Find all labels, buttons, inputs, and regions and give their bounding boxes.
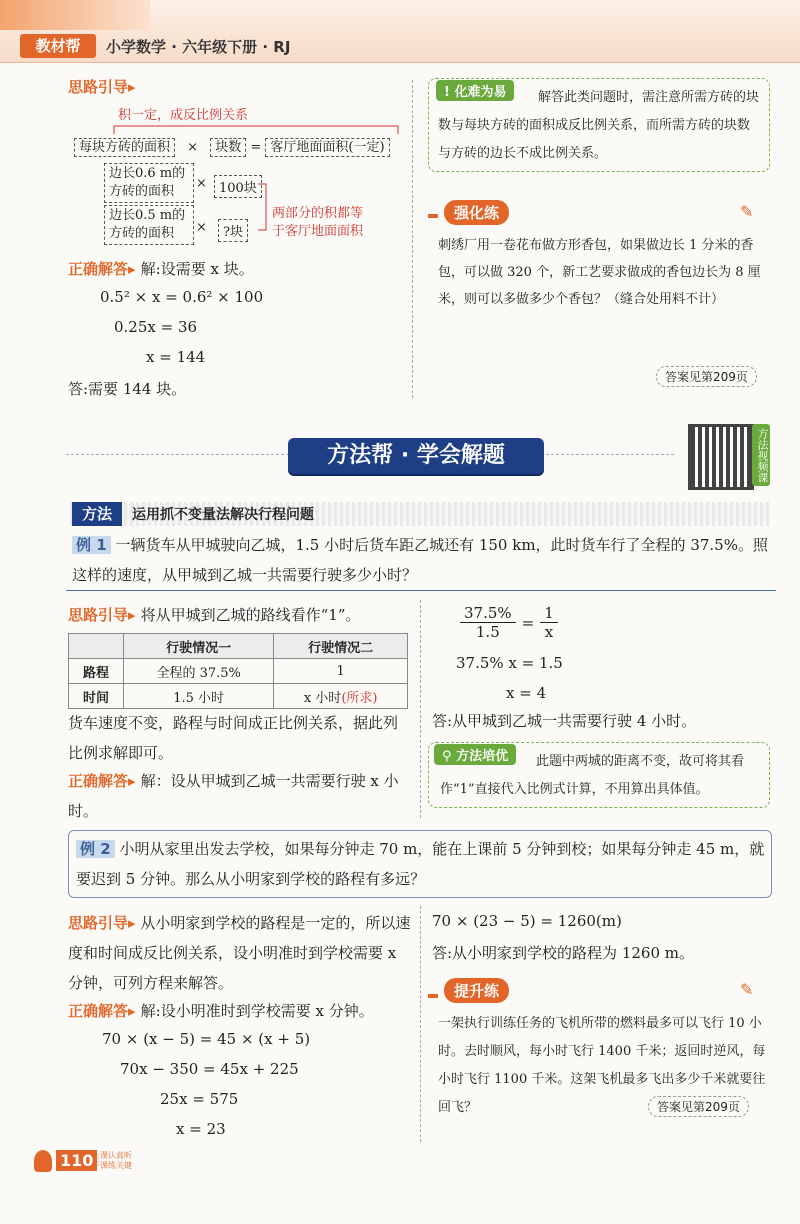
- footer-mascot-icon: [34, 1150, 52, 1172]
- table-row: [69, 684, 408, 709]
- ex1-guide-label-text: 思路引导: [68, 606, 129, 624]
- ex1-eq3: x = 4: [506, 684, 547, 702]
- ex1-answer-label-text: 正确解答: [68, 772, 129, 790]
- table-header-cell: 行驶情况一: [124, 634, 274, 659]
- table-header-cell: 行驶情况二: [274, 634, 408, 659]
- practice1-text: 刺绣厂用一卷花布做方形香包，如果做边长 1 分米的香包，可以做 320 个，新工艺要求做成的香包边长为 8 厘米，则可以多做多少个香包？（缝合处用料不计）: [438, 238, 761, 307]
- practice2-text: 一架执行训练任务的飞机所带的燃料最多可以飞行 10 小时。去时顺风，每小时飞行 1400 千米；返回时逆风，每小时飞行 1100 千米。这架飞机最多飞出多少千米就要往回飞？: [438, 1016, 766, 1115]
- answer-intro: 解:设需要 x 块。: [140, 260, 254, 278]
- ex2-eq5: 70 × (23 − 5) = 1260(m): [432, 912, 622, 930]
- header-orange-strip: [0, 0, 150, 30]
- times-sign: ×: [187, 140, 199, 155]
- ex1-answer: [68, 766, 410, 826]
- table-header-cell: [69, 634, 124, 659]
- method-title: 运用抓不变量法解决行程问题: [132, 507, 314, 523]
- ex1-guide-row: [68, 604, 361, 625]
- equation-2: 0.25x = 36: [114, 318, 198, 336]
- ex2-guide-text: 从小明家到学校的路程是一定的，所以速度和时间成反比例关系，设小明准时到学校需要 x 分钟，可列方程来解答。: [68, 914, 411, 992]
- ex1-explain: 货车速度不变，路程与时间成正比例关系，据此列比例求解即可。: [68, 714, 399, 762]
- side06-cell: [104, 163, 194, 203]
- annotation-right: [272, 205, 363, 241]
- column-divider-3: [420, 906, 421, 1142]
- bulb-icon: !: [444, 85, 450, 100]
- example1-underline: [66, 590, 776, 591]
- example2-text: [76, 834, 766, 894]
- table-row: [69, 659, 408, 684]
- footer-note-line2: 下课练关键: [92, 1161, 132, 1170]
- magnifier-icon: ⚲: [442, 749, 452, 764]
- table-cell: 1.5 小时: [124, 684, 274, 709]
- ex2-answer-label-text: 正确解答: [68, 1002, 129, 1020]
- table-cell: 时间: [69, 684, 124, 709]
- count100-cell: 100块: [214, 175, 262, 198]
- annotation-bracket: [84, 112, 404, 136]
- hall-area-cell: 客厅地面面积(一定): [265, 138, 389, 157]
- formula-row: [74, 136, 390, 155]
- ex1-eq2: 37.5% x = 1.5: [456, 654, 563, 672]
- conclusion-1: 答:需要 144 块。: [68, 380, 187, 398]
- header-title: 小学数学 · 六年级下册 · RJ: [106, 38, 291, 56]
- table-cell: 路程: [69, 659, 124, 684]
- example1-body: 一辆货车从甲城驶向乙城，1.5 小时后货车距乙城还有 150 km，此时货车行了全程的 37.5%。照这样的速度，从甲城到乙城一共需要行驶多少小时？: [72, 536, 768, 584]
- fraction-right: [540, 604, 558, 641]
- guide-label: [68, 76, 136, 97]
- ex2-eq1: 70 × (x − 5) = 45 × (x + 5): [102, 1030, 311, 1048]
- method-tag: 方法: [72, 502, 122, 526]
- ex1-guide-label: 思路引导▸: [68, 606, 136, 624]
- arrow-icon: ▸: [128, 78, 136, 96]
- answer-row-1: [68, 258, 254, 279]
- practice1-marker: [428, 214, 438, 218]
- times-sign-2: ×: [196, 176, 207, 191]
- pencil-icon: ✎: [740, 202, 754, 221]
- tip-tag-text: 化难为易: [454, 85, 507, 100]
- ex2-eq3: 25x = 575: [160, 1090, 239, 1108]
- example2-body: 小明从家里出发去学校，如果每分钟走 70 m，能在上课前 5 分钟到校；如果每分钟走 45 m，就要迟到 5 分钟。那么从小明家到学校的路程有多远？: [76, 840, 765, 888]
- example2-tag: 例 2: [76, 840, 115, 858]
- side06-line1: 边长0.6 m的: [109, 166, 186, 181]
- page-number: 110: [56, 1150, 97, 1171]
- ex1-tip-tag-text: 方法培优: [456, 749, 509, 764]
- ex2-eq2: 70x − 350 = 45x + 225: [120, 1060, 299, 1078]
- annotation-right-bracket: [256, 180, 272, 234]
- example1-tag: 例 1: [72, 536, 111, 554]
- count-q-cell: ?块: [218, 219, 248, 242]
- ex2-guide-label: 思路引导▸: [68, 914, 136, 932]
- equals-sign: =: [250, 140, 262, 155]
- ex2-answer: [68, 1000, 374, 1021]
- column-divider-2: [420, 600, 421, 818]
- annotation-top: 积一定，成反比例关系: [118, 108, 249, 123]
- ex1-table-header: [69, 634, 408, 659]
- header-brand: 教材帮: [20, 34, 96, 58]
- guide-label-text: 思路引导: [68, 78, 129, 96]
- unknown-time: x 小时: [303, 690, 342, 706]
- ex1-answer-text: 解：设从甲城到乙城一共需要行驶 x 小时。: [68, 772, 399, 820]
- equation-3: x = 144: [146, 348, 206, 366]
- qr-code-icon[interactable]: [688, 424, 754, 490]
- fraction-left-den: 1.5: [475, 623, 500, 641]
- ex1-guide-text: 将从甲城到乙城的路线看作“1”。: [140, 606, 361, 624]
- tip-text: 解答此类问题时，需注意所需方砖的块数与每块方砖的面积成反比例关系，而所需方砖的块数与方砖的边长不成比例关系。: [438, 90, 760, 161]
- ex2-answer-label: 正确解答▸: [68, 1002, 136, 1020]
- ex2-conclusion: 答:从小明家到学校的路程为 1260 m。: [432, 944, 694, 962]
- count-cell: 块数: [210, 138, 246, 157]
- annotation-right-line1: 两部分的积都等: [272, 206, 364, 221]
- practice1-ref: 答案见第209页: [656, 366, 757, 387]
- table-cell: 全程的 37.5%: [124, 659, 274, 684]
- footer-note: [92, 1151, 132, 1171]
- side05-line2: 方砖的面积: [109, 226, 175, 241]
- ex2-answer-text: 解:设小明准时到学校需要 x 分钟。: [140, 1002, 374, 1020]
- fraction-right-num: 1: [540, 604, 558, 623]
- ex1-table: [68, 633, 408, 709]
- answer-label: 正确解答▸: [68, 260, 136, 278]
- table-cell: 1: [274, 659, 408, 684]
- ex2-eq4: x = 23: [176, 1120, 226, 1138]
- area-each-cell: 每块方砖的面积: [74, 138, 175, 157]
- side05-cell: [104, 205, 194, 245]
- target-note: (所求): [341, 690, 378, 706]
- example1-text: [72, 530, 772, 590]
- practice2-ref: 答案见第209页: [648, 1096, 749, 1117]
- proportion-equals: =: [521, 613, 535, 632]
- table-cell: [274, 684, 408, 709]
- annotation-right-line2: 于客厅地面面积: [272, 224, 364, 239]
- practice2-marker: [428, 994, 438, 998]
- side06-line2: 方砖的面积: [109, 184, 175, 199]
- ex2-guide-label-text: 思路引导: [68, 914, 129, 932]
- footer-note-line1: 上课认真听: [92, 1151, 132, 1160]
- ex1-answer-label: 正确解答▸: [68, 772, 136, 790]
- times-sign-3: ×: [196, 220, 207, 235]
- answer-label-text: 正确解答: [68, 260, 129, 278]
- banner-title: 方法帮 · 学会解题: [288, 438, 544, 474]
- proportion: [460, 604, 558, 641]
- fraction-left-num: 37.5%: [460, 604, 516, 623]
- practice1-tag: 强化练: [444, 200, 509, 225]
- ex2-guide: [68, 908, 412, 998]
- ex1-tip-text: 此题中两城的距离不变，故可将其看作“1”直接代入比例式计算，不用算出具体值。: [440, 754, 745, 797]
- ex1-conclusion: 答:从甲城到乙城一共需要行驶 4 小时。: [432, 712, 697, 730]
- column-divider: [412, 80, 413, 398]
- pencil-icon: ✎: [740, 980, 754, 999]
- video-course-label[interactable]: 方法视频课: [752, 424, 770, 486]
- practice2-tag: 提升练: [444, 978, 509, 1003]
- side05-line1: 边长0.5 m的: [109, 208, 186, 223]
- fraction-right-den: x: [544, 623, 554, 641]
- equation-1: 0.5² × x = 0.6² × 100: [100, 288, 264, 306]
- fraction-left: [460, 604, 516, 641]
